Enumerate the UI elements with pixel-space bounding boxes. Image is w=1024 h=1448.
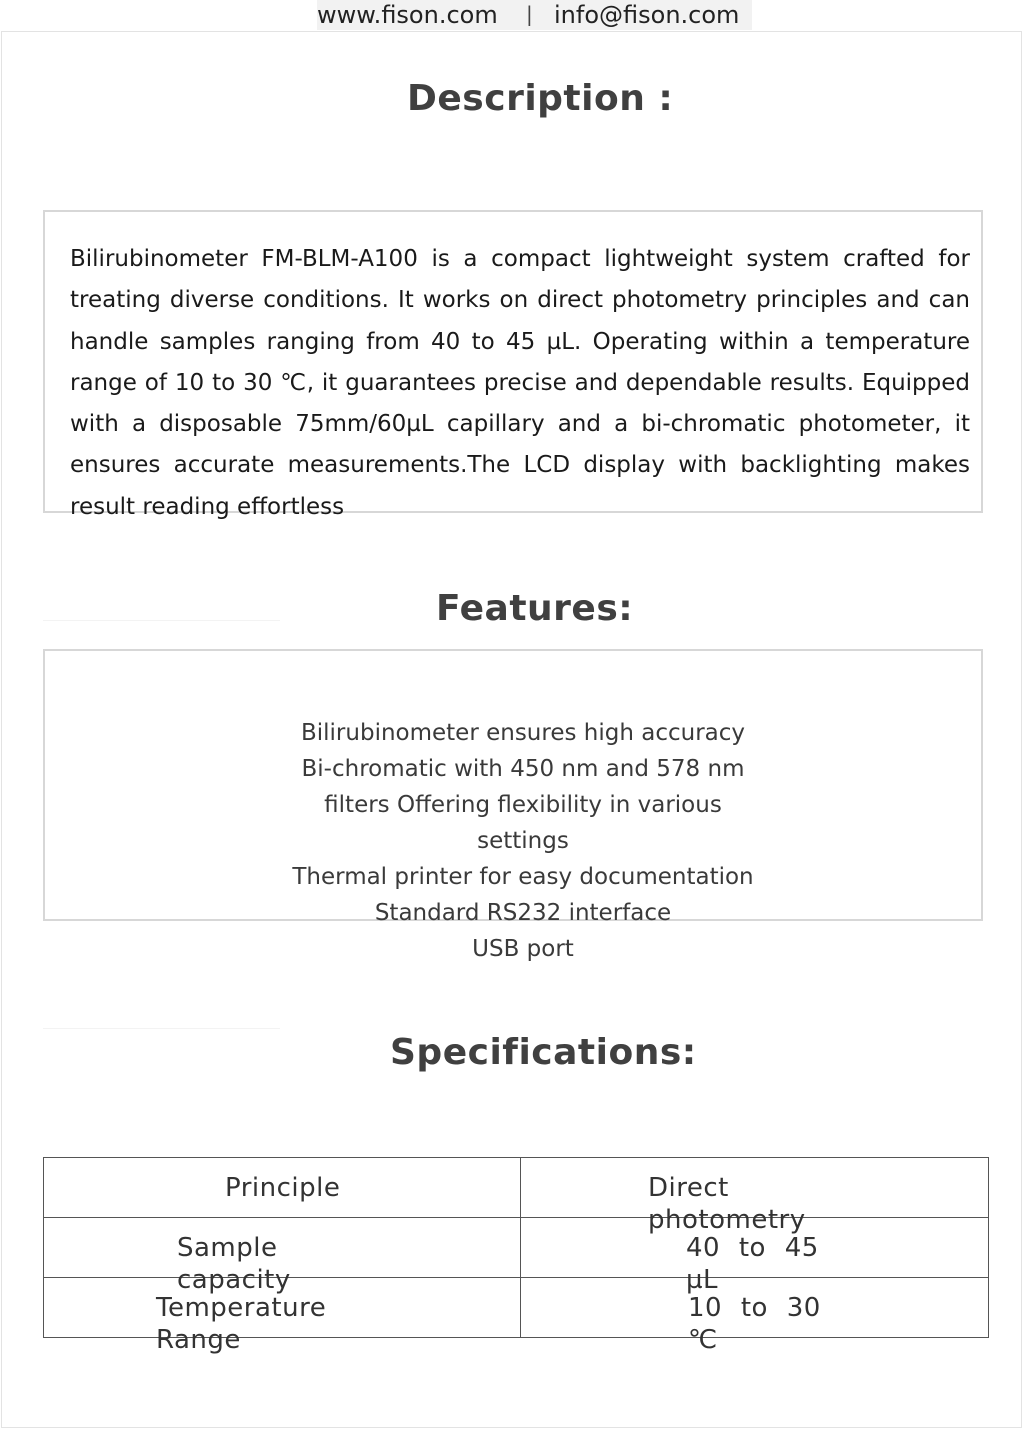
spec-value: 10 to 30 ℃ [688, 1293, 821, 1355]
feature-item: Bilirubinometer ensures high accuracy [300, 720, 746, 746]
feature-item: Bi-chromatic with 450 nm and 578 nm filters Offering flexibility in various settings [301, 756, 745, 854]
contact-bar [317, 0, 752, 30]
specifications-table [43, 1157, 989, 1355]
table-row [44, 1158, 988, 1235]
section-divider [43, 1028, 280, 1029]
feature-item: USB port [472, 936, 574, 962]
features-heading: Features: [436, 588, 634, 629]
spec-value: 40 to 45 µL [686, 1233, 819, 1295]
spec-value: Direct photometry [648, 1173, 806, 1235]
column-divider [520, 1278, 521, 1337]
section-divider [43, 620, 280, 621]
spec-label: Temperature Range [156, 1293, 327, 1355]
description-text: Bilirubinometer FM-BLM-A100 is a compact lightweight system crafted for treating diverse conditions. It works on direct photometry principles and can handle samples ranging from 40 to 45 µL. Operating within a temperature range of 10 to 30 ℃, it guarantees precise and dependable results. Equipped with a disposable 75mm/60µL capillary and a bi-chromatic photometer, it ensures accurate measurements.The LCD display with backlighting makes result reading effortless [70, 246, 970, 520]
table-row [44, 1218, 988, 1295]
website-link[interactable]: www.fison.com [317, 1, 498, 29]
email-link[interactable]: info@fison.com [554, 1, 740, 29]
feature-item: Thermal printer for easy documentation [292, 864, 754, 890]
features-list [280, 715, 766, 967]
spec-label: Sample capacity [177, 1233, 291, 1295]
feature-item: Standard RS232 interface [374, 900, 672, 926]
column-divider [520, 1158, 521, 1217]
column-divider [520, 1218, 521, 1277]
contact-separator: | [526, 2, 533, 26]
description-heading: Description : [407, 78, 674, 119]
spec-label: Principle [225, 1173, 341, 1203]
table-row [44, 1278, 988, 1355]
specifications-heading: Specifications: [390, 1032, 697, 1073]
